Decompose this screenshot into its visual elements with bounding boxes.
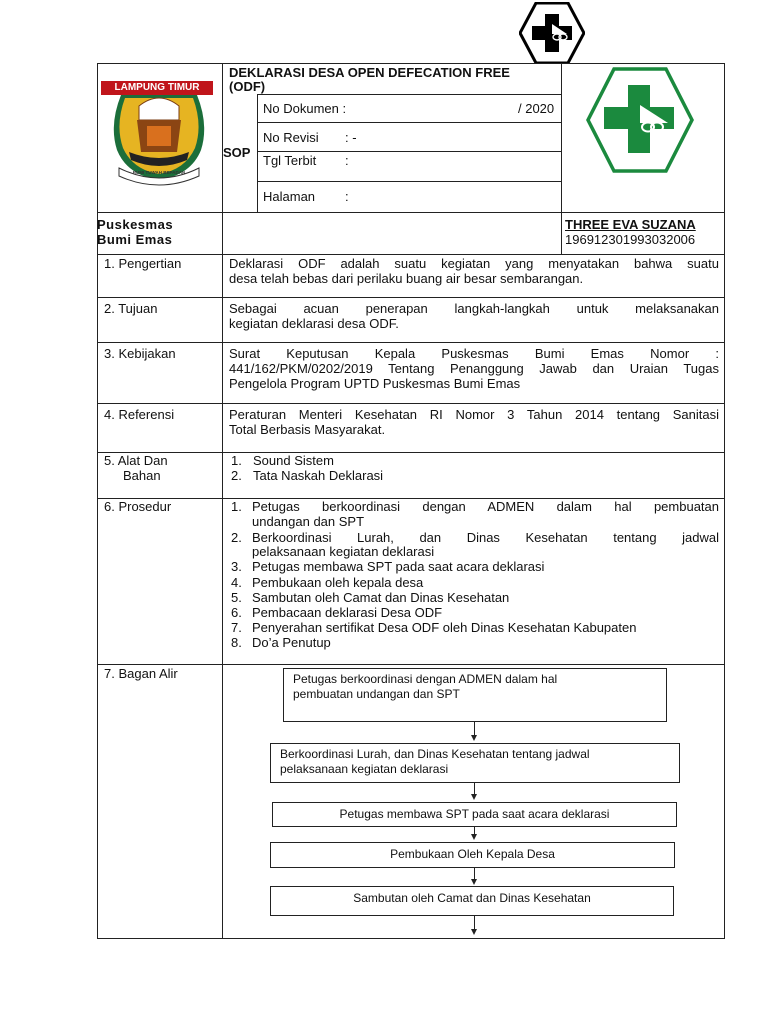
- section-label-bagan-alir: 7. Bagan Alir: [104, 666, 178, 681]
- signer-nip: 196912301993032006: [565, 232, 696, 247]
- flow-arrow-5: [474, 916, 475, 930]
- pengertian-line-2: desa telah bebas dari perilaku buang air besar sembarangan.: [229, 271, 584, 286]
- puskesmas-name-line2: Bumi Emas: [97, 232, 173, 247]
- kebijakan-line-1: Surat Keputusan Kepala Puskesmas Bumi Emas Nomor :: [229, 346, 719, 361]
- prosedur-item-5-num: 5.: [231, 590, 242, 605]
- document-title-line1: DEKLARASI DESA OPEN DEFECATION FREE: [229, 65, 510, 80]
- flow-step-3: [272, 802, 677, 827]
- flow-arrow-2: [474, 783, 475, 795]
- referensi-line-2: Total Berbasis Masyarakat.: [229, 422, 386, 437]
- pengertian-line-1: Deklarasi ODF adalah suatu kegiatan yang menyatakan bahwa suatu: [229, 256, 719, 271]
- prosedur-item-2-line1: Berkoordinasi Lurah, dan Dinas Kesehatan tentang jadwal: [252, 530, 719, 545]
- prosedur-item-8-num: 8.: [231, 635, 242, 650]
- prosedur-item-7: Penyerahan sertifikat Desa ODF oleh Dinas Kesehatan Kabupaten: [252, 620, 637, 635]
- section-label-referensi: 4. Referensi: [104, 407, 175, 422]
- prosedur-item-7-num: 7.: [231, 620, 242, 635]
- no-dokumen-label: No Dokumen :: [263, 101, 347, 116]
- flow-step-4: [270, 842, 675, 868]
- prosedur-item-6: Pembacaan deklarasi Desa ODF: [252, 605, 443, 620]
- flow-arrow-4: [474, 868, 475, 880]
- prosedur-item-4: Pembukaan oleh kepala desa: [252, 575, 424, 590]
- section-label-bahan: Bahan: [123, 468, 161, 483]
- halaman-label: Halaman: [263, 189, 316, 204]
- prosedur-item-3-num: 3.: [231, 559, 242, 574]
- prosedur-item-8: Do’a Penutup: [252, 635, 331, 650]
- alat-item-1: 1. Sound Sistem: [231, 453, 334, 468]
- flow-step-4-text: Pembukaan Oleh Kepala Desa: [390, 847, 555, 861]
- prosedur-item-6-num: 6.: [231, 605, 242, 620]
- flow-step-3-text: Petugas membawa SPT pada saat acara deklarasi: [339, 807, 610, 821]
- tujuan-line-2: kegiatan deklarasi desa ODF.: [229, 316, 399, 331]
- halaman-value: :: [345, 189, 349, 204]
- lampung-timur-logo: [99, 80, 219, 194]
- no-revisi-value: : -: [345, 130, 357, 145]
- section-label-tujuan: 2. Tujuan: [104, 301, 158, 316]
- no-revisi-label: No Revisi: [263, 130, 319, 145]
- prosedur-item-1-line2: undangan dan SPT: [252, 514, 365, 529]
- puskesmas-logo: [586, 67, 694, 173]
- kebijakan-line-3: Pengelola Program UPTD Puskesmas Bumi Emas: [229, 376, 521, 391]
- flow-step-5-text: Sambutan oleh Camat dan Dinas Kesehatan: [353, 891, 591, 905]
- alat-item-2: 2. Tata Naskah Deklarasi: [231, 468, 384, 483]
- flow-step-2-line1: Berkoordinasi Lurah, dan Dinas Kesehatan tentang jadwal: [280, 747, 590, 761]
- section-label-pengertian: 1. Pengertian: [104, 256, 182, 271]
- prosedur-item-2-line2: pelaksanaan kegiatan deklarasi: [252, 544, 435, 559]
- flow-step-1-line1: Petugas berkoordinasi dengan ADMEN dalam hal: [293, 672, 558, 686]
- flow-step-5: [270, 886, 674, 916]
- prosedur-item-1-num: 1.: [231, 499, 242, 514]
- lampung-timur-banner-text: LAMPUNG TIMUR: [114, 82, 200, 93]
- prosedur-item-2-num: 2.: [231, 530, 242, 545]
- prosedur-item-5: Sambutan oleh Camat dan Dinas Kesehatan: [252, 590, 510, 605]
- tgl-terbit-label: Tgl Terbit: [263, 153, 317, 168]
- tgl-terbit-value: :: [345, 153, 349, 168]
- flow-step-2-line2: pelaksanaan kegiatan deklarasi: [280, 762, 449, 776]
- section-label-prosedur: 6. Prosedur: [104, 499, 172, 514]
- sop-label: SOP: [223, 145, 251, 160]
- signer-name: THREE EVA SUZANA: [565, 217, 696, 232]
- no-dokumen-value: / 2020: [518, 101, 555, 116]
- prosedur-item-1-line1: Petugas berkoordinasi dengan ADMEN dalam hal pembuatan: [252, 499, 719, 514]
- lampung-timur-ribbon-text: BUMI TUWAH BEPADAN: [132, 170, 186, 175]
- tujuan-line-1: Sebagai acuan penerapan langkah-langkah untuk melaksanakan: [229, 301, 719, 316]
- prosedur-item-3: Petugas membawa SPT pada saat acara deklarasi: [252, 559, 545, 574]
- flow-step-1-line2: pembuatan undangan dan SPT: [293, 687, 460, 701]
- document-title-line2: (ODF): [229, 79, 266, 94]
- flow-step-2: [270, 743, 680, 783]
- section-label-kebijakan: 3. Kebijakan: [104, 346, 176, 361]
- flow-step-1: [283, 668, 667, 722]
- kebijakan-line-2: 441/162/PKM/0202/2019 Tentang Penanggung Jawab dan Uraian Tugas: [229, 361, 719, 376]
- flow-arrow-3: [474, 827, 475, 835]
- referensi-line-1: Peraturan Menteri Kesehatan RI Nomor 3 Tahun 2014 tentang Sanitasi: [229, 407, 719, 422]
- flow-arrow-1: [474, 722, 475, 736]
- prosedur-item-4-num: 4.: [231, 575, 242, 590]
- top-puskesmas-logo: [519, 2, 585, 64]
- section-label-alat: 5. Alat Dan: [104, 453, 168, 468]
- puskesmas-name-line1: Puskesmas: [97, 217, 174, 232]
